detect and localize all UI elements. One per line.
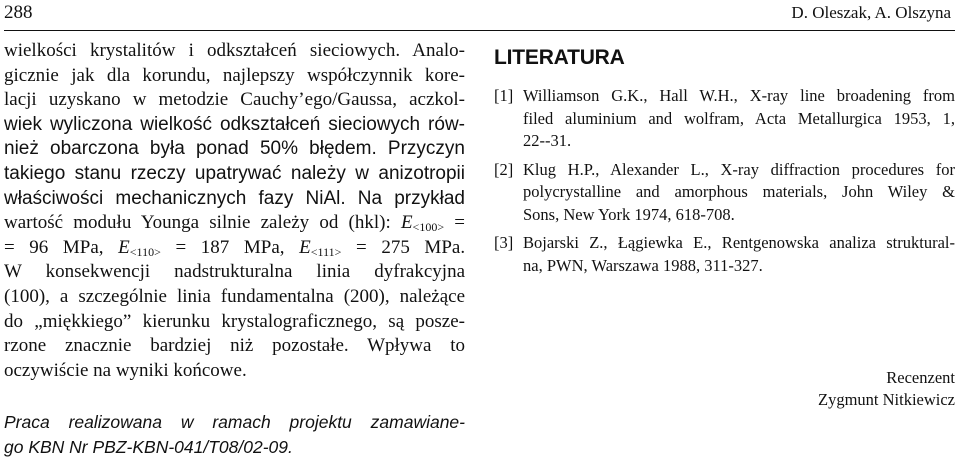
modulus-index: <110> (129, 244, 161, 259)
reference-text (523, 85, 955, 153)
reference-line: filed aluminium and wolfram, Acta Metallurgica 1953, 1, (523, 108, 955, 128)
reference-line: 22--31. (523, 131, 572, 150)
reference-number: [1] (494, 86, 514, 105)
body-line: oczywiście na wyniki końcowe. (4, 359, 247, 381)
reference-line: Sons, New York 1974, 618-708. (523, 204, 735, 224)
reviewer-block (818, 367, 955, 411)
body-line: (100), a szczególnie linia fundamentalna (200), należące (4, 285, 465, 307)
reference-text (523, 159, 955, 227)
reference-number: [2] (494, 159, 514, 179)
body-line: takiego stanu rzeczy upatrywać należy w anizotropii (4, 162, 465, 184)
body-line: wiek wyliczona wielkość odkształceń sieciowych rów- (4, 113, 465, 135)
left-column (4, 39, 465, 383)
acknowledgement (4, 410, 465, 460)
reviewer-label: Recenzent (886, 368, 955, 387)
reference-line: Klug H.P., Alexander L., X-ray diffraction procedures for (523, 159, 955, 179)
modulus-symbol: E (118, 236, 130, 258)
modulus-index: <111> (310, 244, 342, 259)
literature-heading: LITERATURA (494, 46, 625, 69)
modulus-index: <100> (412, 220, 445, 235)
modulus-value: = 187 MPa, (175, 236, 285, 258)
page-number: 288 (4, 2, 33, 23)
reference-line: na, PWN, Warszawa 1988, 311-327. (523, 255, 763, 275)
reference-line: Bojarski Z., Łągiewka E., Rentgenowska analiza struktural- (523, 233, 955, 252)
body-line-young-modulus: wartość modułu Younga silnie zależy od (hkl): $E_{<100>}$ = (4, 212, 466, 235)
modulus-value: = 275 MPa. (356, 236, 466, 258)
page-header (4, 0, 955, 31)
reference-item (494, 159, 955, 227)
reference-item (494, 85, 955, 153)
body-line: nież obarczona była ponad 50% błędem. Przyczyn (4, 138, 465, 160)
running-head-authors: D. Oleszak, A. Olszyna (791, 3, 951, 22)
modulus-symbol: E (400, 212, 413, 234)
body-line: lacji uzyskano w metodzie Cauchy’ego/Gaussa, aczkol- (4, 89, 465, 111)
body-line-modulus-values (4, 236, 465, 261)
body-line: rzone znacznie bardziej niż pozostałe. Wpływa to (4, 335, 465, 357)
reference-line: polycrystalline and amorphous materials, John Wiley & (523, 182, 955, 201)
body-line: gicznie jak dla korundu, najlepszy współczynnik kore- (4, 64, 465, 86)
reference-text (523, 232, 955, 277)
reference-item (494, 232, 955, 277)
body-line-text: wartość modułu Younga silnie zależy od (hkl): (4, 212, 391, 234)
right-column (494, 45, 955, 283)
reviewer-name: Zygmunt Nitkiewicz (817, 390, 955, 409)
acknowledgement-line: Praca realizowana w ramach projektu zamawiane- (4, 412, 465, 432)
modulus-value: = 96 MPa, (4, 236, 104, 258)
reference-number: [3] (494, 233, 514, 252)
body-line: właściwości mechanicznych fazy NiAl. Na przykład (4, 187, 465, 209)
body-line: W konsekwencji nadstrukturalna linia dyfrakcyjna (4, 261, 465, 283)
body-paragraph (4, 39, 465, 383)
modulus-symbol: E (299, 236, 311, 258)
body-line: do „miękkiego” kierunku krystalograficznego, są posze- (4, 310, 465, 332)
body-line: wielkości krystalitów i odkształceń sieciowych. Analo- (4, 40, 465, 61)
reference-line: Williamson G.K., Hall W.H., X-ray line broadening from (523, 86, 955, 105)
acknowledgement-line: go KBN Nr PBZ-KBN-041/T08/02-09. (4, 437, 293, 457)
